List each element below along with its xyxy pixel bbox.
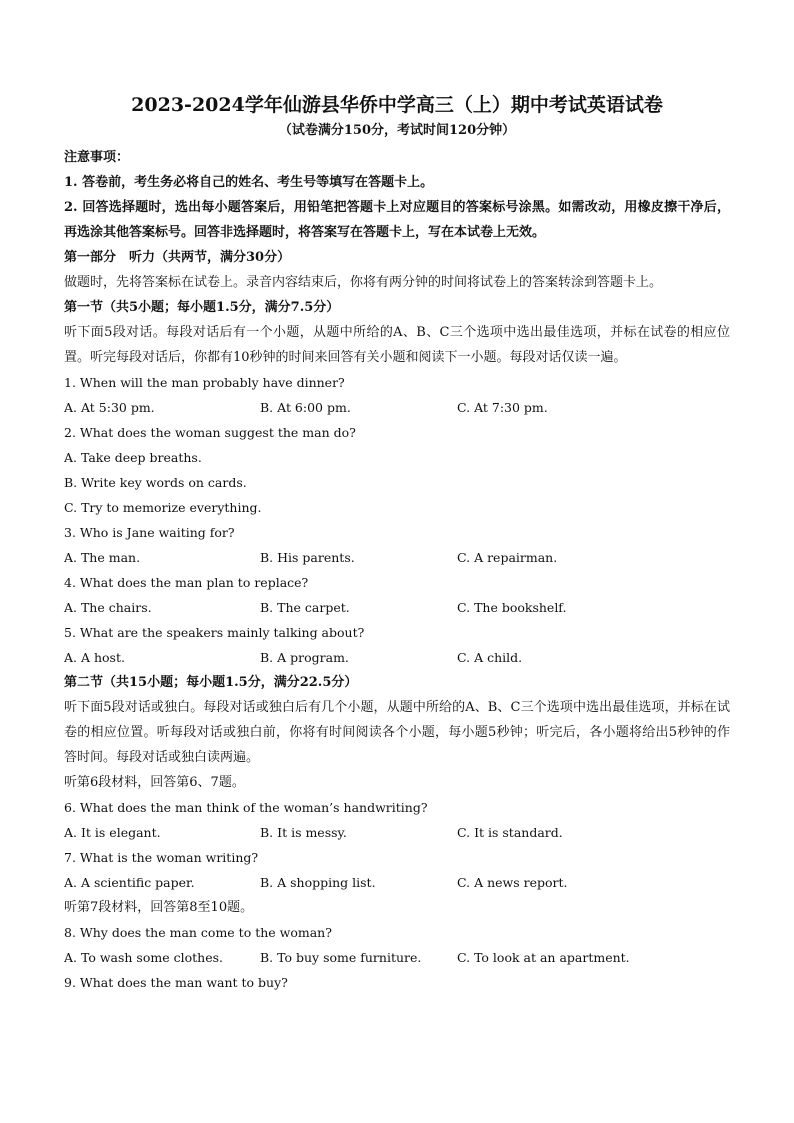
option-b: B. The carpet. bbox=[260, 600, 350, 615]
question-3-options bbox=[64, 545, 730, 570]
question-2-option-b: B. Write key words on cards. bbox=[64, 475, 247, 490]
section1-heading: 第一节（共5小题；每小题1.5分，满分7.5分） bbox=[64, 300, 340, 315]
option-c: C. A news report. bbox=[457, 875, 568, 890]
section2-intro: 听下面5段对话或独白。每段对话或独白后有几个小题，从题中所给的A、B、C三个选项中选出最佳选项，并标在试卷的相应位置。听每段对话或独白前，你将有时间阅读各个小题，每小题5秒钟；听完后，各小题将给出5秒钟的作答时间。每段对话或独白读两遍。 bbox=[64, 700, 730, 765]
exam-title: 2023-2024学年仙游县华侨中学高三（上）期中考试英语试卷 bbox=[131, 94, 663, 116]
notice-item-1: 1. 答卷前，考生务必将自己的姓名、考生号等填写在答题卡上。 bbox=[64, 175, 434, 190]
question-6-options bbox=[64, 820, 730, 845]
question-7-options bbox=[64, 870, 730, 895]
option-a: A. To wash some clothes. bbox=[64, 950, 223, 965]
option-a: A. At 5:30 pm. bbox=[64, 400, 155, 415]
notice-heading: 注意事项： bbox=[64, 150, 130, 165]
question-4-options bbox=[64, 595, 730, 620]
option-c: C. A repairman. bbox=[457, 550, 558, 565]
question-2: 2. What does the woman suggest the man do? bbox=[64, 425, 356, 440]
question-8: 8. Why does the man come to the woman? bbox=[64, 925, 332, 940]
question-4: 4. What does the man plan to replace? bbox=[64, 575, 309, 590]
option-b: B. At 6:00 pm. bbox=[260, 400, 351, 415]
question-2-option-c: C. Try to memorize everything. bbox=[64, 500, 262, 515]
option-c: C. At 7:30 pm. bbox=[457, 400, 548, 415]
question-3: 3. Who is Jane waiting for? bbox=[64, 525, 235, 540]
option-b: B. It is messy. bbox=[260, 825, 347, 840]
question-5: 5. What are the speakers mainly talking about? bbox=[64, 625, 365, 640]
option-b: B. His parents. bbox=[260, 550, 355, 565]
question-6: 6. What does the man think of the woman’s handwriting? bbox=[64, 800, 428, 815]
option-a: A. The chairs. bbox=[64, 600, 152, 615]
material-6-instruction: 听第6段材料，回答第6、7题。 bbox=[64, 775, 245, 790]
question-1-options bbox=[64, 395, 730, 420]
question-9: 9. What does the man want to buy? bbox=[64, 975, 288, 990]
option-c: C. A child. bbox=[457, 650, 523, 665]
option-c: C. The bookshelf. bbox=[457, 600, 567, 615]
option-b: B. To buy some furniture. bbox=[260, 950, 422, 965]
part1-heading: 第一部分 听力（共两节，满分30分） bbox=[64, 250, 291, 265]
option-b: B. A program. bbox=[260, 650, 349, 665]
question-2-option-a: A. Take deep breaths. bbox=[64, 450, 202, 465]
option-a: A. A scientific paper. bbox=[64, 875, 195, 890]
option-a: A. It is elegant. bbox=[64, 825, 161, 840]
question-7: 7. What is the woman writing? bbox=[64, 850, 259, 865]
option-a: A. The man. bbox=[64, 550, 141, 565]
section1-intro: 听下面5段对话。每段对话后有一个小题，从题中所给的A、B、C三个选项中选出最佳选项，并标在试卷的相应位置。听完每段对话后，你都有10秒钟的时间来回答有关小题和阅读下一小题。每段对话仅读一遍。 bbox=[64, 325, 730, 365]
notice-item-2: 2. 回答选择题时，选出每小题答案后，用铅笔把答题卡上对应题目的答案标号涂黑。如需改动，用橡皮擦干净后，再选涂其他答案标号。回答非选择题时，将答案写在答题卡上，写在本试卷上无效。 bbox=[64, 200, 730, 240]
option-c: C. It is standard. bbox=[457, 825, 563, 840]
material-7-instruction: 听第7段材料，回答第8至10题。 bbox=[64, 900, 254, 915]
part1-intro: 做题时，先将答案标在试卷上。录音内容结束后，你将有两分钟的时间将试卷上的答案转涂到答题卡上。 bbox=[64, 275, 663, 290]
option-b: B. A shopping list. bbox=[260, 875, 376, 890]
option-a: A. A host. bbox=[64, 650, 125, 665]
exam-subtitle: （试卷满分150分，考试时间120分钟） bbox=[278, 123, 516, 138]
question-8-options bbox=[64, 945, 730, 970]
option-c: C. To look at an apartment. bbox=[457, 950, 630, 965]
question-5-options bbox=[64, 645, 730, 670]
section2-heading: 第二节（共15小题；每小题1.5分，满分22.5分） bbox=[64, 675, 358, 690]
question-1: 1. When will the man probably have dinner? bbox=[64, 375, 345, 390]
